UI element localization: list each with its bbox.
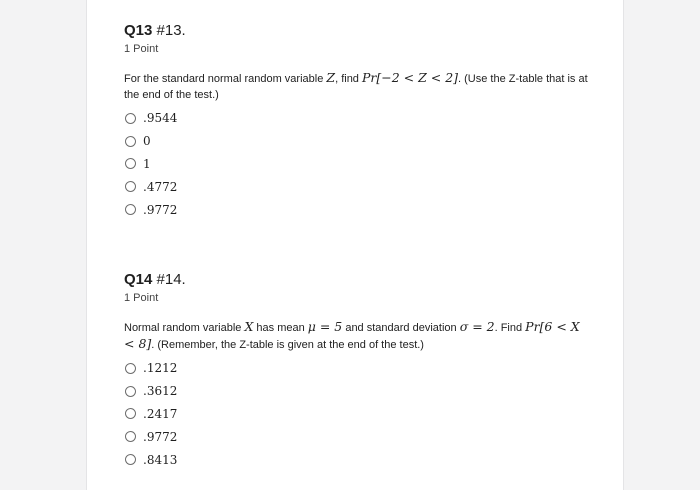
answer-option[interactable] [124,380,594,403]
question-prompt [124,319,594,353]
radio-button[interactable] [125,363,136,374]
question-number: Q13 [124,22,153,39]
option-label: 0 [143,134,151,149]
radio-button[interactable] [125,408,136,419]
option-label: .8413 [143,452,178,467]
answer-option[interactable] [124,107,594,130]
quiz-card [86,0,624,490]
question-ref: #13. [156,22,186,39]
question-points: 1 Point [124,43,159,55]
prompt-text-find: . Find [494,322,526,334]
prompt-text-mean: has mean [253,322,308,334]
prompt-expression: Pr[−2 < Z < 2] [361,70,459,85]
prompt-text-pre: For the standard normal random variable [124,73,327,85]
prompt-text-sd: and standard deviation [342,322,460,334]
prompt-text-post: . (Use the Z-table that is at the end of the test.) [124,73,588,101]
option-label: .9772 [143,202,178,217]
radio-button[interactable] [125,454,136,465]
prompt-sd-expression: σ = 2 [459,319,495,334]
option-label: .4772 [143,179,178,194]
option-label: .2417 [143,406,178,421]
option-label: .9772 [143,429,178,444]
radio-button[interactable] [125,113,136,124]
question-14 [124,271,594,471]
prompt-variable: X [244,319,254,334]
question-ref: #14. [156,271,186,288]
answer-option[interactable] [124,153,594,176]
option-label: .9544 [143,111,178,126]
answer-option[interactable] [124,130,594,153]
question-number: Q14 [124,271,153,288]
question-title [124,22,594,40]
option-label: .1212 [143,361,178,376]
radio-button[interactable] [125,431,136,442]
radio-button[interactable] [125,158,136,169]
prompt-variable: Z [326,70,336,85]
radio-button[interactable] [125,204,136,215]
radio-button[interactable] [125,181,136,192]
answer-option[interactable] [124,425,594,448]
answer-option[interactable] [124,448,594,471]
answer-option[interactable] [124,403,594,426]
radio-button[interactable] [125,386,136,397]
question-points: 1 Point [124,292,159,304]
option-label: .3612 [143,384,178,399]
prompt-text-mid: , find [335,73,362,85]
prompt-text-post: . (Remember, the Z-table is given at the end of the test.) [151,339,424,351]
radio-button[interactable] [125,136,136,147]
answer-option[interactable] [124,175,594,198]
answer-option[interactable] [124,357,594,380]
option-label: 1 [143,156,151,171]
answer-options [124,357,594,471]
question-title [124,271,594,289]
prompt-mean-expression: μ = 5 [307,319,343,334]
question-prompt [124,70,594,103]
answer-options [124,107,594,221]
prompt-expression: Pr[6 < X < 8] [124,319,580,351]
answer-option[interactable] [124,198,594,221]
prompt-text-pre: Normal random variable [124,322,245,334]
question-13 [124,22,594,221]
